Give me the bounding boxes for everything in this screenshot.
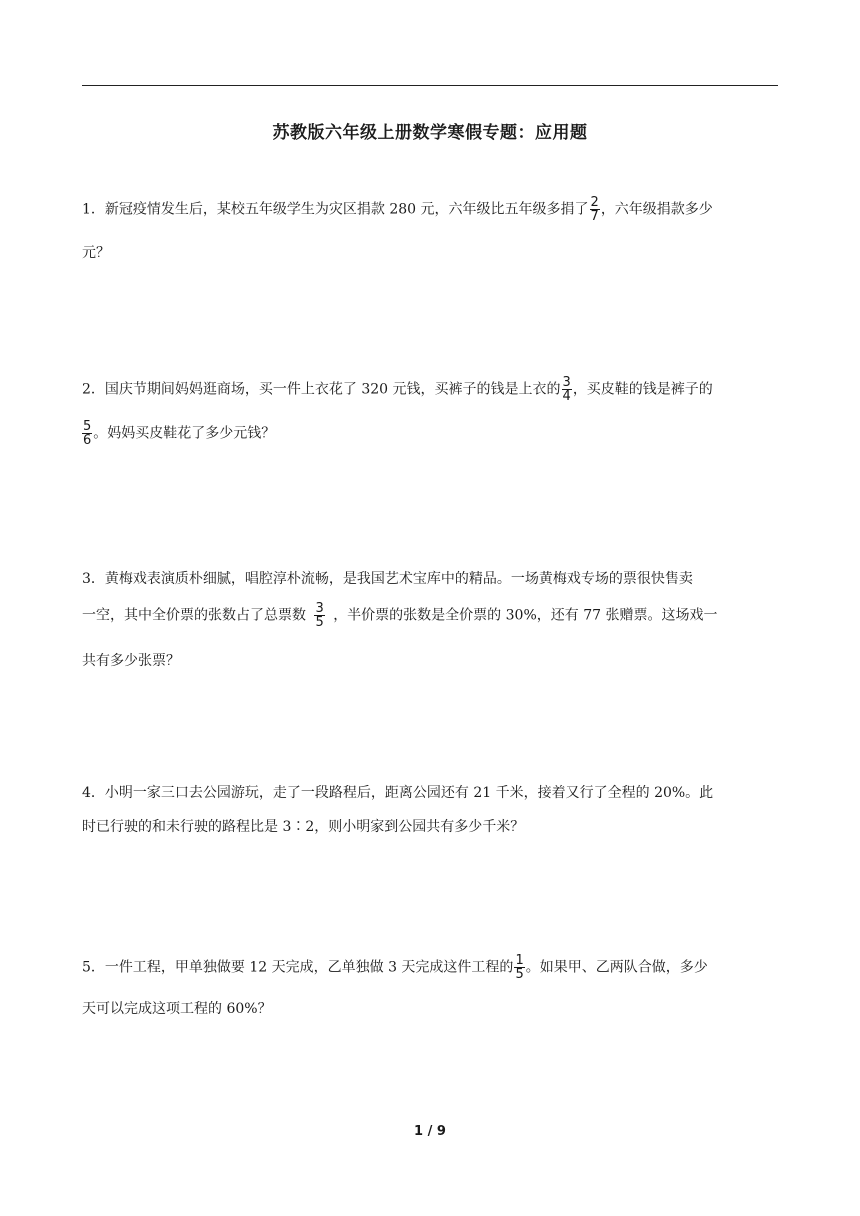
question-2-text-a: 2．国庆节期间妈妈逛商场，买一件上衣花了 320 元钱，买裤子的钱是上衣的 — [82, 381, 561, 398]
question-3-line-3: 共有多少张票？ — [82, 653, 180, 669]
page-title: 苏教版六年级上册数学寒假专题：应用题 — [272, 123, 588, 143]
question-1-text-a: 1．新冠疫情发生后，某校五年级学生为灾区捐款 280 元，六年级比五年级多捐了 — [82, 201, 589, 218]
question-3-text-b: ，半价票的张数是全价票的 30%，还有 77 张赠票。这场戏一 — [333, 607, 718, 624]
fraction-denominator: 6 — [83, 433, 92, 448]
header-rule — [82, 85, 778, 86]
fraction-numerator: 3 — [562, 375, 571, 390]
fraction-denominator: 5 — [515, 967, 524, 982]
question-1-fraction — [590, 196, 600, 223]
question-1-line-2: 元？ — [82, 245, 110, 261]
question-2-fraction-1 — [562, 376, 572, 403]
question-3-fraction — [314, 602, 324, 629]
question-5-line-1 — [82, 954, 708, 981]
page-indicator: 1 / 9 — [414, 1124, 446, 1139]
question-3-text-a: 一空，其中全价票的张数占了总票数 — [82, 607, 306, 624]
question-2-text-b: ，买皮鞋的钱是裤子的 — [572, 381, 713, 398]
fraction-denominator: 4 — [562, 389, 571, 404]
question-5-text-b: 。如果甲、乙两队合做，多少 — [525, 959, 708, 976]
fraction-numerator: 3 — [315, 601, 324, 616]
question-2-line-2 — [82, 420, 275, 447]
question-1-text-b: ，六年级捐款多少 — [600, 201, 713, 218]
question-1-line-1 — [82, 196, 713, 223]
question-2-fraction-2 — [82, 420, 92, 447]
fraction-denominator: 7 — [590, 209, 599, 224]
question-3-line-2 — [82, 602, 717, 629]
fraction-denominator: 5 — [315, 615, 324, 630]
question-5-fraction — [514, 954, 524, 981]
fraction-numerator: 5 — [83, 419, 92, 434]
question-4-line-2: 时已行驶的和未行驶的路程比是 3∶2，则小明家到公园共有多少千米？ — [82, 819, 525, 835]
fraction-numerator: 2 — [590, 195, 599, 210]
question-5-line-2: 天可以完成这项工程的 60%？ — [82, 1001, 272, 1017]
fraction-numerator: 1 — [515, 953, 524, 968]
question-5-text-a: 5．一件工程，甲单独做要 12 天完成，乙单独做 3 天完成这件工程的 — [82, 959, 514, 976]
question-3-line-1: 3．黄梅戏表演质朴细腻，唱腔淳朴流畅，是我国艺术宝库中的精品。一场黄梅戏专场的票很快售卖 — [82, 571, 693, 587]
question-2-text-c: 。妈妈买皮鞋花了多少元钱？ — [93, 425, 276, 442]
question-2-line-1 — [82, 376, 713, 403]
question-4-line-1: 4．小明一家三口去公园游玩，走了一段路程后，距离公园还有 21 千米，接着又行了全程的 20%。此 — [82, 785, 714, 801]
